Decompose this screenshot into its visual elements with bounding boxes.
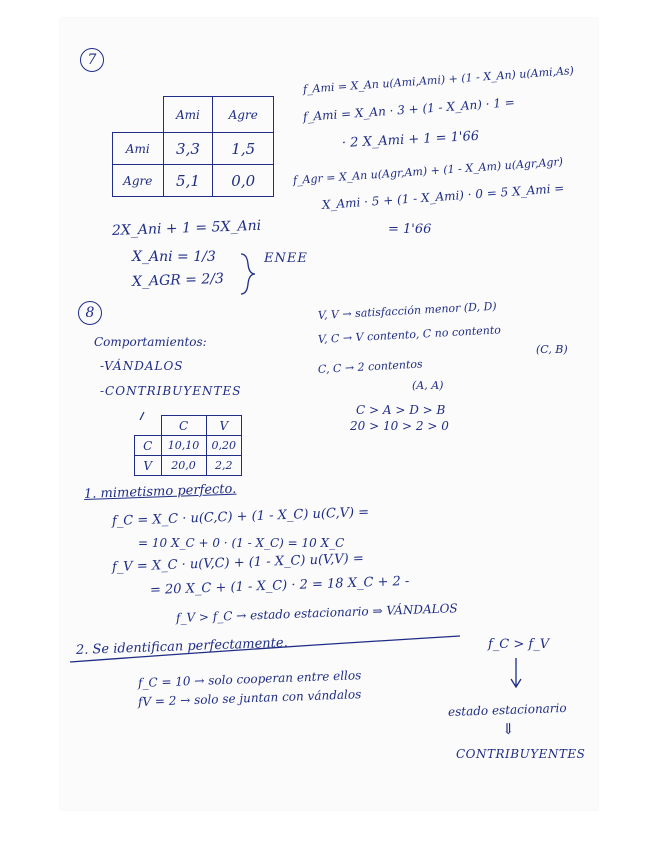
curly-brace (241, 254, 255, 294)
note-line: V, C → V contento, C no contento (317, 323, 502, 346)
result-line: estado estacionario (447, 700, 567, 719)
equation: = 20 X_C + (1 - X_C) · 2 = 18 X_C + 2 - (149, 573, 410, 598)
result-line: CONTRIBUYENTES (456, 747, 586, 761)
table-cell: 0,0 (213, 165, 274, 197)
table-cell: 1,5 (213, 133, 274, 165)
notebook-page (60, 18, 598, 810)
note-line: V, V → satisfacción menor (D, D) (317, 299, 497, 322)
table-tick (140, 412, 144, 420)
col-header: V (206, 416, 241, 436)
solution-line: X_Ani = 1/3 (132, 249, 216, 265)
table-cell: 20,0 (161, 456, 206, 476)
row-header: Ami (113, 133, 164, 165)
col-header: Agre (213, 97, 274, 133)
equation: f_Agr = X_An u(Agr,Am) + (1 - X_Am) u(Agr,Agr) (292, 155, 564, 187)
note-line: (C, B) (536, 343, 568, 356)
down-arrow-stroke (511, 658, 521, 687)
equation: = 1'66 (388, 222, 432, 237)
part-2-heading: 2. Se identifican perfectamente. (75, 635, 288, 658)
equation: · 2 X_Ami + 1 = 1'66 (341, 128, 480, 151)
equation: f_V = X_C · u(V,C) + (1 - X_C) u(V,V) = (111, 551, 365, 575)
reason-line: fV = 2 → solo se juntan con vándalos (137, 687, 362, 709)
exercise-7-number: 7 (80, 48, 104, 72)
note-line: C > A > D > B (356, 403, 446, 417)
note-line: 20 > 10 > 2 > 0 (350, 419, 449, 433)
note-line: C, C → 2 contentos (317, 357, 423, 376)
behaviour-item: -VÁNDALOS (100, 359, 184, 373)
conclusion-line: f_V > f_C → estado estacionario ⇒ VÁNDALOS (175, 601, 458, 625)
brace-label: ENEE (264, 251, 308, 266)
table-cell: 10,10 (161, 436, 206, 456)
row-header: V (135, 456, 162, 476)
exercise-8-number: 8 (78, 301, 102, 325)
row-header: Agre (113, 165, 164, 197)
equation: X_Ami · 5 + (1 - X_Ami) · 0 = 5 X_Ami = (321, 181, 565, 212)
equation: f_C = X_C · u(C,C) + (1 - X_C) u(C,V) = (111, 505, 370, 529)
reason-line: f_C = 10 → solo cooperan entre ellos (137, 668, 362, 690)
note-line: (A, A) (412, 379, 444, 392)
equation: = 10 X_C + 0 · (1 - X_C) = 10 X_C (138, 536, 345, 550)
equation: f_Ami = X_An u(Ami,Ami) + (1 - X_An) u(Ami,As) (302, 64, 575, 96)
col-header: Ami (163, 97, 213, 133)
col-header: C (161, 416, 206, 436)
behaviours-title: Comportamientos: (94, 335, 207, 349)
down-arrow-icon: ⇓ (502, 720, 515, 738)
table-cell: 0,20 (206, 436, 241, 456)
table-cell: 5,1 (163, 165, 213, 197)
behaviour-item: -CONTRIBUYENTES (100, 384, 242, 398)
underline-stroke (70, 636, 460, 662)
comparison: f_C > f_V (488, 637, 550, 652)
hand-drawn-strokes (60, 18, 598, 810)
table-cell: 3,3 (163, 133, 213, 165)
row-header: C (135, 436, 162, 456)
part-1-heading: 1. mimetismo perfecto. (83, 481, 237, 502)
solution-line: 2X_Ani + 1 = 5X_Ani (111, 217, 262, 239)
solution-line: X_AGR = 2/3 (131, 270, 225, 290)
table-cell: 2,2 (206, 456, 241, 476)
equation: f_Ami = X_An · 3 + (1 - X_An) · 1 = (302, 95, 516, 124)
